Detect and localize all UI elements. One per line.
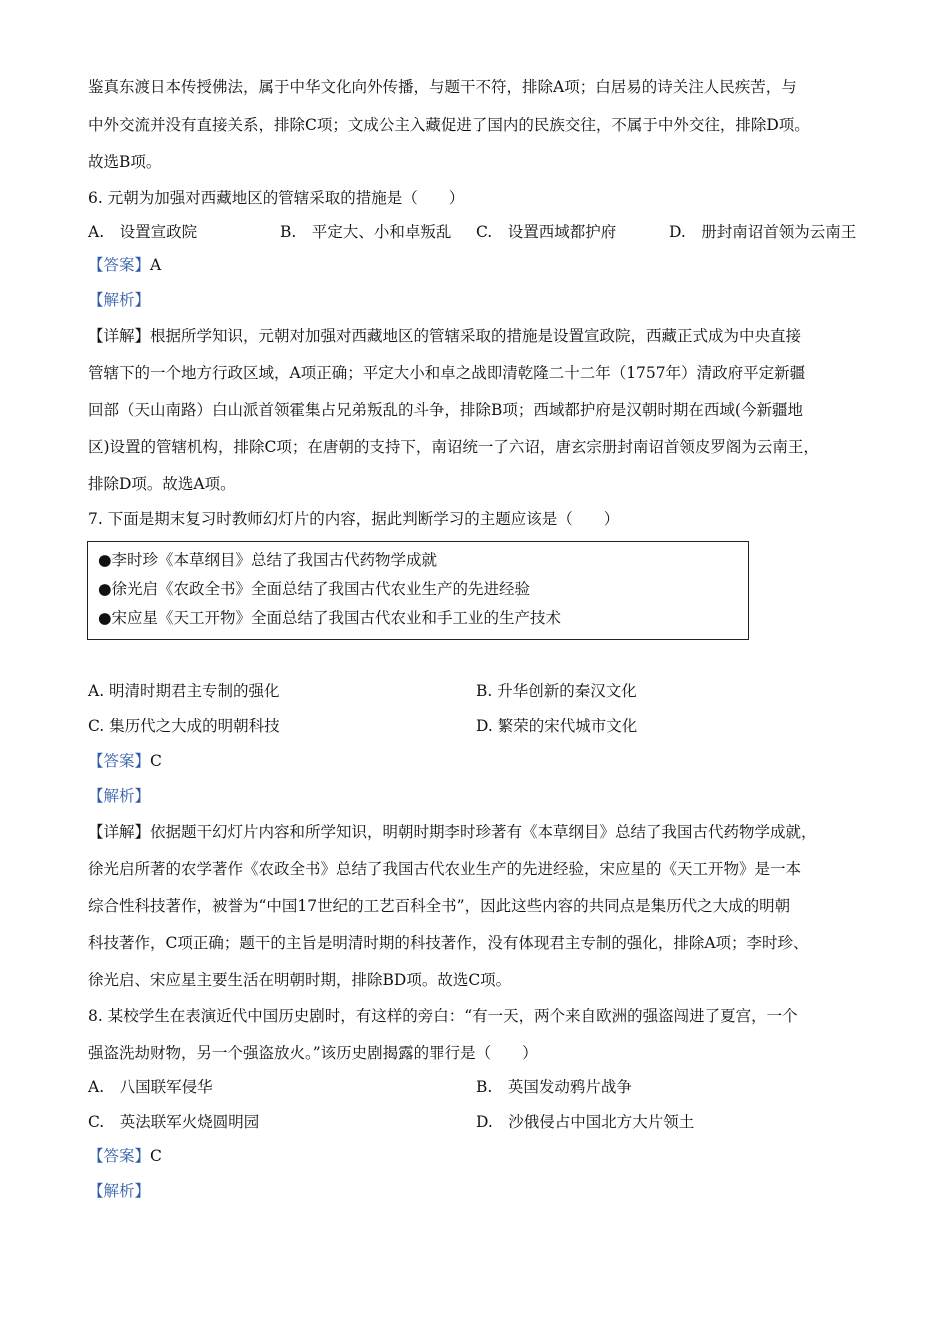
q6-option-a: A. 设置宣政院 <box>88 223 198 241</box>
q7-detail-2: 徐光启所著的农学著作《农政全书》总结了我国古代农业生产的先进经验，宋应星的《天工开物》是一本 <box>88 860 802 878</box>
q6-detail-1 <box>88 325 801 347</box>
q8-answer-tag: 【答案】 <box>88 1147 151 1165</box>
q7-slide-item-3: ●宋应星《天工开物》全面总结了我国古代农业和手工业的生产技术 <box>98 609 562 627</box>
q7-analysis-tag: 【解析】 <box>88 787 151 805</box>
q8-option-d: D. 沙俄侵占中国北方大片领土 <box>476 1113 695 1131</box>
q7-slide-item-1: ●李时珍《本草纲目》总结了我国古代药物学成就 <box>98 551 438 569</box>
q7-detail-text-1: 依据题干幻灯片内容和所学知识，明朝时期李时珍著有《本草纲目》总结了我国古代药物学成就， <box>150 823 817 841</box>
q6-detail-5: 排除D项。故选A项。 <box>88 475 236 493</box>
q7-detail-5: 徐光启、宋应星主要生活在明朝时期，排除BD项。故选C项。 <box>88 971 512 989</box>
q7-answer <box>88 750 162 772</box>
q6-stem: 6. 元朝为加强对西藏地区的管辖采取的措施是（ ） <box>88 189 465 207</box>
q8-answer-value: C <box>150 1147 162 1165</box>
q6-analysis <box>88 289 150 311</box>
q7-option-b: B. 升华创新的秦汉文化 <box>476 682 637 700</box>
q7-slide-box <box>87 541 749 640</box>
q8-option-a: A. 八国联军侵华 <box>88 1078 213 1096</box>
intro-line-1: 鉴真东渡日本传授佛法，属于中华文化向外传播，与题干不符，排除A项；白居易的诗关注人民疾苦，与 <box>88 78 797 96</box>
q7-answer-tag: 【答案】 <box>88 752 151 770</box>
q7-option-a: A. 明清时期君主专制的强化 <box>88 682 280 700</box>
q8-option-b: B. 英国发动鸦片战争 <box>476 1078 632 1096</box>
q6-answer-value: A <box>150 256 162 274</box>
q6-answer-tag: 【答案】 <box>88 256 151 274</box>
q7-detail-tag: 【详解】 <box>88 823 151 841</box>
q8-stem-1: 8. 某校学生在表演近代中国历史剧时，有这样的旁白：“有一天，两个来自欧洲的强盗闯进了夏宫，一个 <box>88 1007 798 1025</box>
q7-option-c: C. 集历代之大成的明朝科技 <box>88 717 280 735</box>
q8-stem-2: 强盗洗劫财物，另一个强盗放火。”该历史剧揭露的罪行是（ ） <box>88 1044 538 1062</box>
q6-detail-2: 管辖下的一个地方行政区域，A项正确；平定大小和卓之战即清乾隆二十二年（1757年）清政府平定新疆 <box>88 364 806 382</box>
q6-analysis-tag: 【解析】 <box>88 291 151 309</box>
q7-slide-item-2: ●徐光启《农政全书》全面总结了我国古代农业生产的先进经验 <box>98 580 531 598</box>
q6-detail-text-1: 根据所学知识，元朝对加强对西藏地区的管辖采取的措施是设置宣政院，西藏正式成为中央直接 <box>150 327 802 345</box>
intro-line-2: 中外交流并没有直接关系，排除C项；文成公主入藏促进了国内的民族交往，不属于中外交往，排除D项。 <box>88 116 810 134</box>
q6-option-c: C. 设置西域都护府 <box>476 223 617 241</box>
q7-detail-1 <box>88 821 817 843</box>
q6-detail-3: 回部（天山南路）白山派首领霍集占兄弟叛乱的斗争，排除B项；西域都护府是汉朝时期在西域(今新疆地 <box>88 401 803 419</box>
q6-detail-4: 区)设置的管辖机构，排除C项；在唐朝的支持下，南诏统一了六诏，唐玄宗册封南诏首领皮罗阁为云南王， <box>88 438 819 456</box>
q6-option-d: D. 册封南诏首领为云南王 <box>669 223 857 241</box>
q6-detail-tag: 【详解】 <box>88 327 151 345</box>
q8-answer <box>88 1145 162 1167</box>
intro-line-3: 故选B项。 <box>88 153 162 171</box>
q7-analysis <box>88 785 150 807</box>
q6-answer <box>88 254 161 276</box>
q7-answer-value: C <box>150 752 162 770</box>
q7-option-d: D. 繁荣的宋代城市文化 <box>476 717 638 735</box>
q8-analysis <box>88 1180 150 1202</box>
q7-detail-4: 科技著作，C项正确；题干的主旨是明清时期的科技著作，没有体现君主专制的强化，排除A项；李时珍、 <box>88 934 809 952</box>
q7-detail-3: 综合性科技著作，被誉为“中国17世纪的工艺百科全书”，因此这些内容的共同点是集历代之大成的明朝 <box>88 897 791 915</box>
q8-option-c: C. 英法联军火烧圆明园 <box>88 1113 260 1131</box>
q8-analysis-tag: 【解析】 <box>88 1182 151 1200</box>
q7-stem: 7. 下面是期末复习时教师幻灯片的内容，据此判断学习的主题应该是（ ） <box>88 510 620 528</box>
q6-option-b: B. 平定大、小和卓叛乱 <box>280 223 452 241</box>
